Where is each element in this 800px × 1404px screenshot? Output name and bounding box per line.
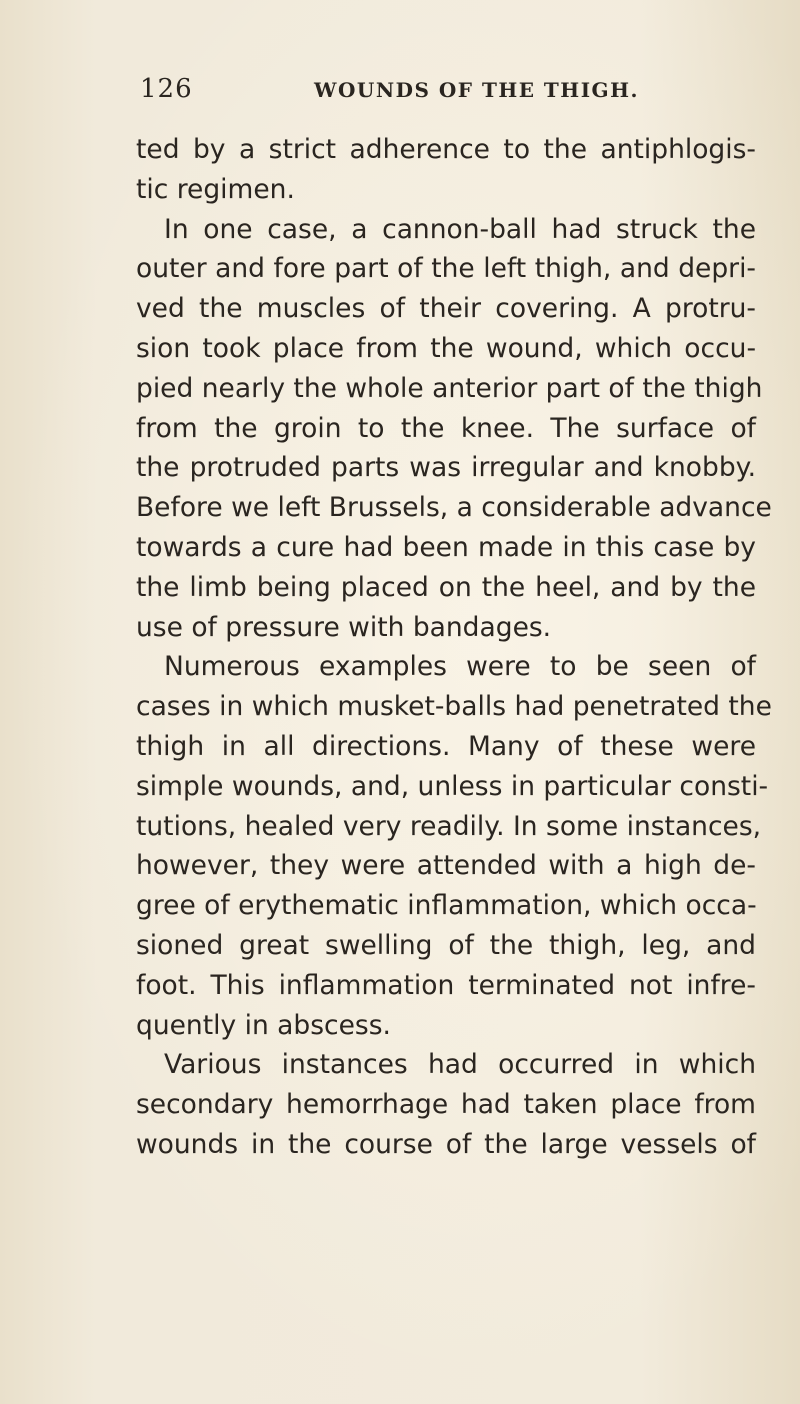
text-line: thigh in all directions. Many of these were: [136, 730, 756, 762]
text-line: ted by a strict adherence to the antiphlogis-: [136, 134, 756, 165]
page-header: [140, 74, 680, 110]
text-line: tic regimen.: [136, 173, 295, 205]
running-head: WOUNDS OF THE THIGH.: [314, 78, 639, 102]
text-line: however, they were attended with a high de-: [136, 850, 756, 882]
text-line: use of pressure with bandages.: [136, 611, 552, 643]
text-line: sioned great swelling of the thigh, leg, and: [136, 929, 756, 961]
text-line: secondary hemorrhage had taken place from: [136, 1089, 756, 1121]
text-line: quently in abscess.: [136, 1009, 391, 1041]
text-line: outer and fore part of the left thigh, and depri-: [136, 253, 756, 285]
text-line: gree of erythematic inflammation, which occa-: [136, 890, 757, 922]
text-line: Before we left Brussels, a considerable advance: [136, 492, 772, 524]
text-line: simple wounds, and, unless in particular consti-: [136, 770, 769, 802]
paragraph-start-line: Various instances had occurred in which: [164, 1049, 756, 1081]
paragraph-start-line: In one case, a cannon-ball had struck the: [164, 213, 756, 245]
page-number: 126: [140, 74, 193, 104]
text-line: ved the muscles of their covering. A protru-: [136, 293, 756, 325]
body-text: [136, 130, 772, 1165]
text-line: the protruded parts was irregular and knobby.: [136, 452, 756, 484]
text-line: the limb being placed on the heel, and by the: [136, 571, 756, 603]
text-line: foot. This inflammation terminated not infre-: [136, 969, 756, 1001]
text-line: cases in which musket-balls had penetrated the: [136, 691, 772, 723]
text-line: towards a cure had been made in this case by: [136, 531, 756, 563]
text-line: from the groin to the knee. The surface of: [136, 412, 756, 444]
text-line: pied nearly the whole anterior part of the thigh: [136, 372, 763, 404]
paragraph-start-line: Numerous examples were to be seen of: [164, 651, 756, 683]
text-line: sion took place from the wound, which occu-: [136, 332, 756, 364]
text-line: tutions, healed very readily. In some instances,: [136, 810, 762, 842]
text-line: wounds in the course of the large vessels of: [136, 1128, 756, 1160]
